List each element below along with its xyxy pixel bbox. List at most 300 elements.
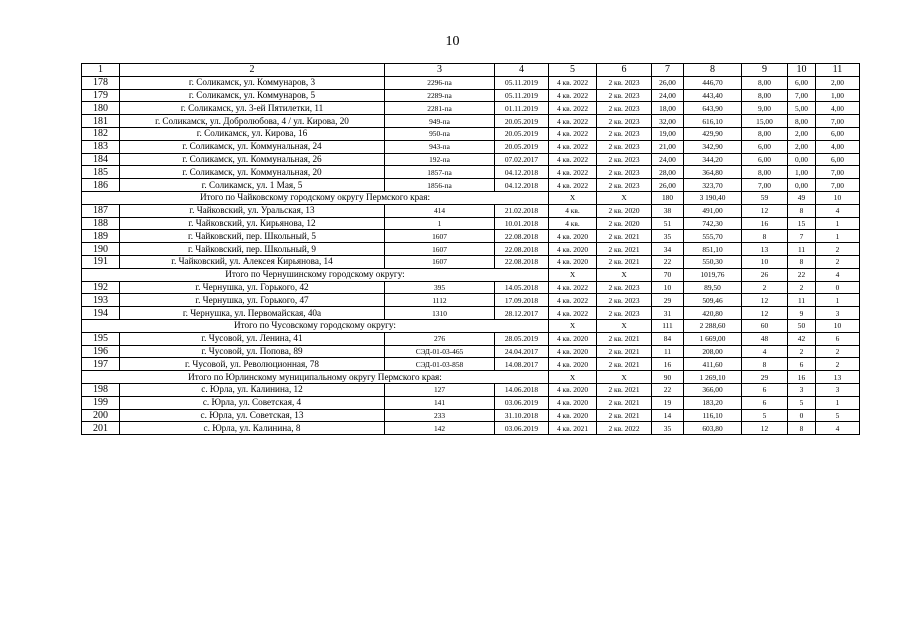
col9-cell: 12 xyxy=(742,422,788,435)
row-number-cell: 200 xyxy=(82,409,120,422)
col9-cell: 13 xyxy=(742,243,788,256)
header-cell: 4 xyxy=(495,64,549,77)
table-row xyxy=(82,422,860,435)
quarter-end-cell: 2 кв. 2022 xyxy=(597,422,652,435)
quarter-start-cell: X xyxy=(549,319,597,332)
document-number-cell: 276 xyxy=(385,332,495,345)
col11-cell: 3 xyxy=(816,383,860,396)
col8-cell: 443,40 xyxy=(684,89,742,102)
document-date-cell: 04.12.2018 xyxy=(495,179,549,192)
row-number-cell: 179 xyxy=(82,89,120,102)
row-number-cell: 178 xyxy=(82,76,120,89)
row-number-cell: 182 xyxy=(82,127,120,140)
document-number-cell: 1310 xyxy=(385,307,495,320)
quarter-end-cell: 2 кв. 2023 xyxy=(597,127,652,140)
document-number-cell: 1607 xyxy=(385,243,495,256)
col9-cell: 12 xyxy=(742,204,788,217)
col8-cell: 429,90 xyxy=(684,127,742,140)
address-cell: с. Юрла, ул. Калинина, 8 xyxy=(120,422,385,435)
table-row xyxy=(82,307,860,320)
col10-cell: 7,00 xyxy=(788,89,816,102)
quarter-start-cell: 4 кв. 2022 xyxy=(549,166,597,179)
row-number-cell: 184 xyxy=(82,153,120,166)
row-number-cell: 195 xyxy=(82,332,120,345)
row-number-cell: 186 xyxy=(82,179,120,192)
col7-cell: 24,00 xyxy=(652,153,684,166)
row-number-cell: 188 xyxy=(82,217,120,230)
address-cell: г. Соликамск, ул. Коммунаров, 5 xyxy=(120,89,385,102)
document-number-cell: 2289-па xyxy=(385,89,495,102)
col8-cell: 1 269,10 xyxy=(684,371,742,384)
col11-cell: 1 xyxy=(816,217,860,230)
address-cell: г. Чайковский, пер. Школьный, 5 xyxy=(120,230,385,243)
document-date-cell: 28.05.2019 xyxy=(495,332,549,345)
quarter-end-cell: 2 кв. 2023 xyxy=(597,294,652,307)
quarter-end-cell: X xyxy=(597,268,652,281)
subtotal-row xyxy=(82,371,860,384)
col9-cell: 8 xyxy=(742,230,788,243)
col10-cell: 3 xyxy=(788,383,816,396)
col7-cell: 28,00 xyxy=(652,166,684,179)
table-row xyxy=(82,76,860,89)
col10-cell: 2,00 xyxy=(788,127,816,140)
col10-cell: 9 xyxy=(788,307,816,320)
quarter-start-cell: 4 кв. 2022 xyxy=(549,153,597,166)
table-row xyxy=(82,332,860,345)
row-number-cell: 192 xyxy=(82,281,120,294)
quarter-end-cell: 2 кв. 2023 xyxy=(597,281,652,294)
col9-cell: 4 xyxy=(742,345,788,358)
col11-cell: 2 xyxy=(816,243,860,256)
col9-cell: 8,00 xyxy=(742,127,788,140)
quarter-start-cell: X xyxy=(549,191,597,204)
quarter-end-cell: 2 кв. 2021 xyxy=(597,255,652,268)
quarter-end-cell: 2 кв. 2021 xyxy=(597,332,652,345)
col11-cell: 13 xyxy=(816,371,860,384)
table-row xyxy=(82,102,860,115)
header-cell: 10 xyxy=(788,64,816,77)
col9-cell: 6 xyxy=(742,383,788,396)
col9-cell: 6 xyxy=(742,396,788,409)
quarter-end-cell: 2 кв. 2021 xyxy=(597,396,652,409)
table-row xyxy=(82,166,860,179)
address-cell: г. Чусовой, ул. Революционная, 78 xyxy=(120,358,385,371)
col10-cell: 8 xyxy=(788,422,816,435)
col10-cell: 8 xyxy=(788,255,816,268)
col8-cell: 420,80 xyxy=(684,307,742,320)
table-row xyxy=(82,255,860,268)
col10-cell: 42 xyxy=(788,332,816,345)
row-number-cell: 180 xyxy=(82,102,120,115)
table-row xyxy=(82,140,860,153)
col10-cell: 5 xyxy=(788,396,816,409)
col11-cell: 10 xyxy=(816,191,860,204)
table-row xyxy=(82,345,860,358)
row-number-cell: 187 xyxy=(82,204,120,217)
col7-cell: 26,00 xyxy=(652,76,684,89)
col7-cell: 14 xyxy=(652,409,684,422)
col7-cell: 24,00 xyxy=(652,89,684,102)
col10-cell: 49 xyxy=(788,191,816,204)
col11-cell: 7,00 xyxy=(816,179,860,192)
col8-cell: 323,70 xyxy=(684,179,742,192)
document-date-cell: 17.09.2018 xyxy=(495,294,549,307)
col10-cell: 6,00 xyxy=(788,76,816,89)
document-date-cell: 28.12.2017 xyxy=(495,307,549,320)
col10-cell: 2,00 xyxy=(788,140,816,153)
housing-table xyxy=(81,63,860,435)
quarter-start-cell: 4 кв. 2022 xyxy=(549,179,597,192)
col9-cell: 6,00 xyxy=(742,140,788,153)
col8-cell: 851,10 xyxy=(684,243,742,256)
header-cell: 2 xyxy=(120,64,385,77)
header-cell: 7 xyxy=(652,64,684,77)
col11-cell: 2 xyxy=(816,345,860,358)
subtotal-label: Итого по Чайковскому городскому округу Пермского края: xyxy=(82,191,549,204)
col10-cell: 8 xyxy=(788,204,816,217)
quarter-start-cell: X xyxy=(549,268,597,281)
quarter-start-cell: 4 кв. 2022 xyxy=(549,307,597,320)
document-number-cell: СЭД-01-03-465 xyxy=(385,345,495,358)
row-number-cell: 199 xyxy=(82,396,120,409)
table-row xyxy=(82,358,860,371)
col11-cell: 4,00 xyxy=(816,140,860,153)
col11-cell: 0 xyxy=(816,281,860,294)
quarter-end-cell: 2 кв. 2021 xyxy=(597,345,652,358)
document-date-cell: 21.02.2018 xyxy=(495,204,549,217)
col11-cell: 6 xyxy=(816,332,860,345)
col8-cell: 3 190,40 xyxy=(684,191,742,204)
address-cell: г. Соликамск, ул. Кирова, 16 xyxy=(120,127,385,140)
quarter-start-cell: 4 кв. 2022 xyxy=(549,140,597,153)
col11-cell: 2 xyxy=(816,255,860,268)
quarter-end-cell: 2 кв. 2023 xyxy=(597,76,652,89)
row-number-cell: 181 xyxy=(82,115,120,128)
quarter-start-cell: 4 кв. 2020 xyxy=(549,243,597,256)
quarter-end-cell: 2 кв. 2021 xyxy=(597,409,652,422)
col10-cell: 16 xyxy=(788,371,816,384)
document-date-cell: 05.11.2019 xyxy=(495,76,549,89)
address-cell: г. Чернушка, ул. Горького, 47 xyxy=(120,294,385,307)
col11-cell: 4 xyxy=(816,204,860,217)
col8-cell: 116,10 xyxy=(684,409,742,422)
row-number-cell: 196 xyxy=(82,345,120,358)
document-number-cell: 395 xyxy=(385,281,495,294)
row-number-cell: 189 xyxy=(82,230,120,243)
row-number-cell: 194 xyxy=(82,307,120,320)
document-number-cell: 1 xyxy=(385,217,495,230)
col9-cell: 8 xyxy=(742,358,788,371)
col7-cell: 51 xyxy=(652,217,684,230)
col9-cell: 59 xyxy=(742,191,788,204)
col8-cell: 208,00 xyxy=(684,345,742,358)
col8-cell: 550,30 xyxy=(684,255,742,268)
quarter-end-cell: X xyxy=(597,191,652,204)
quarter-start-cell: 4 кв. 2020 xyxy=(549,409,597,422)
col9-cell: 8,00 xyxy=(742,166,788,179)
col9-cell: 5 xyxy=(742,409,788,422)
document-date-cell: 20.05.2019 xyxy=(495,127,549,140)
address-cell: г. Соликамск, ул. Коммунаров, 3 xyxy=(120,76,385,89)
quarter-start-cell: 4 кв. 2022 xyxy=(549,76,597,89)
address-cell: г. Чайковский, ул. Уральская, 13 xyxy=(120,204,385,217)
address-cell: г. Соликамск, ул. Коммунальная, 24 xyxy=(120,140,385,153)
quarter-start-cell: 4 кв. 2022 xyxy=(549,115,597,128)
col7-cell: 90 xyxy=(652,371,684,384)
col11-cell: 4,00 xyxy=(816,102,860,115)
col10-cell: 1,00 xyxy=(788,166,816,179)
document-number-cell: 233 xyxy=(385,409,495,422)
col9-cell: 29 xyxy=(742,371,788,384)
col11-cell: 1 xyxy=(816,396,860,409)
subtotal-label: Итого по Чернушинскому городскому округу: xyxy=(82,268,549,281)
quarter-start-cell: 4 кв. 2020 xyxy=(549,230,597,243)
col11-cell: 6,00 xyxy=(816,127,860,140)
col8-cell: 366,00 xyxy=(684,383,742,396)
col9-cell: 12 xyxy=(742,307,788,320)
col8-cell: 509,46 xyxy=(684,294,742,307)
document-date-cell: 22.08.2018 xyxy=(495,255,549,268)
quarter-start-cell: 4 кв. 2020 xyxy=(549,383,597,396)
document-number-cell: 1857-па xyxy=(385,166,495,179)
quarter-start-cell: 4 кв. 2020 xyxy=(549,396,597,409)
address-cell: г. Чернушка, ул. Горького, 42 xyxy=(120,281,385,294)
document-number-cell: 2296-па xyxy=(385,76,495,89)
document-number-cell: 1112 xyxy=(385,294,495,307)
document-number-cell: 1607 xyxy=(385,255,495,268)
col10-cell: 0 xyxy=(788,409,816,422)
col9-cell: 9,00 xyxy=(742,102,788,115)
quarter-end-cell: 2 кв. 2020 xyxy=(597,204,652,217)
quarter-end-cell: 2 кв. 2021 xyxy=(597,383,652,396)
quarter-start-cell: 4 кв. 2020 xyxy=(549,358,597,371)
quarter-end-cell: 2 кв. 2021 xyxy=(597,230,652,243)
col7-cell: 38 xyxy=(652,204,684,217)
document-date-cell: 14.08.2017 xyxy=(495,358,549,371)
address-cell: с. Юрла, ул. Калинина, 12 xyxy=(120,383,385,396)
document-date-cell: 20.05.2019 xyxy=(495,115,549,128)
quarter-start-cell: 4 кв. 2022 xyxy=(549,294,597,307)
col11-cell: 10 xyxy=(816,319,860,332)
header-cell: 1 xyxy=(82,64,120,77)
document-date-cell: 14.06.2018 xyxy=(495,383,549,396)
col7-cell: 22 xyxy=(652,255,684,268)
document-number-cell: 943-па xyxy=(385,140,495,153)
document-number-cell: 2281-па xyxy=(385,102,495,115)
col9-cell: 16 xyxy=(742,217,788,230)
document-date-cell: 22.08.2018 xyxy=(495,230,549,243)
document-number-cell: СЭД-01-03-858 xyxy=(385,358,495,371)
table-row xyxy=(82,179,860,192)
col10-cell: 0,00 xyxy=(788,153,816,166)
quarter-start-cell: X xyxy=(549,371,597,384)
quarter-start-cell: 4 кв. 2022 xyxy=(549,102,597,115)
address-cell: г. Чусовой, ул. Попова, 89 xyxy=(120,345,385,358)
subtotal-row xyxy=(82,191,860,204)
col7-cell: 21,00 xyxy=(652,140,684,153)
quarter-end-cell: 2 кв. 2023 xyxy=(597,140,652,153)
col7-cell: 11 xyxy=(652,345,684,358)
address-cell: г. Соликамск, ул. 1 Мая, 5 xyxy=(120,179,385,192)
quarter-start-cell: 4 кв. 2021 xyxy=(549,422,597,435)
table-row xyxy=(82,243,860,256)
quarter-end-cell: 2 кв. 2023 xyxy=(597,115,652,128)
col11-cell: 1 xyxy=(816,294,860,307)
page-number: 10 xyxy=(445,34,460,49)
row-number-cell: 201 xyxy=(82,422,120,435)
document-date-cell: 03.06.2019 xyxy=(495,422,549,435)
table-row xyxy=(82,396,860,409)
address-cell: г. Чайковский, ул. Алексея Кирьянова, 14 xyxy=(120,255,385,268)
table-row xyxy=(82,127,860,140)
col10-cell: 7 xyxy=(788,230,816,243)
quarter-start-cell: 4 кв. 2020 xyxy=(549,345,597,358)
quarter-start-cell: 4 кв. 2020 xyxy=(549,255,597,268)
document-date-cell: 10.01.2018 xyxy=(495,217,549,230)
table-row xyxy=(82,383,860,396)
col11-cell: 7,00 xyxy=(816,166,860,179)
col7-cell: 31 xyxy=(652,307,684,320)
row-number-cell: 197 xyxy=(82,358,120,371)
document-date-cell: 31.10.2018 xyxy=(495,409,549,422)
row-number-cell: 185 xyxy=(82,166,120,179)
quarter-start-cell: 4 кв. 2022 xyxy=(549,127,597,140)
col10-cell: 22 xyxy=(788,268,816,281)
col8-cell: 603,80 xyxy=(684,422,742,435)
col9-cell: 8,00 xyxy=(742,76,788,89)
col8-cell: 342,90 xyxy=(684,140,742,153)
row-number-cell: 193 xyxy=(82,294,120,307)
col11-cell: 2,00 xyxy=(816,76,860,89)
col10-cell: 5,00 xyxy=(788,102,816,115)
col8-cell: 643,90 xyxy=(684,102,742,115)
address-cell: г. Чайковский, пер. Школьный, 9 xyxy=(120,243,385,256)
col7-cell: 70 xyxy=(652,268,684,281)
col9-cell: 2 xyxy=(742,281,788,294)
table-row xyxy=(82,230,860,243)
document-date-cell: 20.05.2019 xyxy=(495,140,549,153)
quarter-end-cell: 2 кв. 2023 xyxy=(597,102,652,115)
col9-cell: 10 xyxy=(742,255,788,268)
row-number-cell: 198 xyxy=(82,383,120,396)
quarter-end-cell: X xyxy=(597,319,652,332)
quarter-end-cell: 2 кв. 2021 xyxy=(597,358,652,371)
address-cell: г. Соликамск, ул. 3-ей Пятилетки, 11 xyxy=(120,102,385,115)
col7-cell: 180 xyxy=(652,191,684,204)
col8-cell: 183,20 xyxy=(684,396,742,409)
col8-cell: 89,50 xyxy=(684,281,742,294)
header-cell: 5 xyxy=(549,64,597,77)
quarter-start-cell: 4 кв. 2020 xyxy=(549,332,597,345)
col9-cell: 12 xyxy=(742,294,788,307)
address-cell: с. Юрла, ул. Советская, 13 xyxy=(120,409,385,422)
address-cell: с. Юрла, ул. Советская, 4 xyxy=(120,396,385,409)
quarter-start-cell: 4 кв. 2022 xyxy=(549,89,597,102)
subtotal-row xyxy=(82,319,860,332)
address-cell: г. Чернушка, ул. Первомайская, 40а xyxy=(120,307,385,320)
row-number-cell: 190 xyxy=(82,243,120,256)
col7-cell: 29 xyxy=(652,294,684,307)
col11-cell: 3 xyxy=(816,307,860,320)
subtotal-row xyxy=(82,268,860,281)
address-cell: г. Соликамск, ул. Добролюбова, 4 / ул. Кирова, 20 xyxy=(120,115,385,128)
col8-cell: 491,00 xyxy=(684,204,742,217)
col10-cell: 8,00 xyxy=(788,115,816,128)
document-number-cell: 192-па xyxy=(385,153,495,166)
col11-cell: 5 xyxy=(816,409,860,422)
quarter-start-cell: 4 кв. xyxy=(549,204,597,217)
col7-cell: 19,00 xyxy=(652,127,684,140)
table-row xyxy=(82,409,860,422)
quarter-end-cell: 2 кв. 2023 xyxy=(597,179,652,192)
col7-cell: 84 xyxy=(652,332,684,345)
col8-cell: 1 669,00 xyxy=(684,332,742,345)
col10-cell: 50 xyxy=(788,319,816,332)
col7-cell: 26,00 xyxy=(652,179,684,192)
row-number-cell: 191 xyxy=(82,255,120,268)
col11-cell: 1,00 xyxy=(816,89,860,102)
col8-cell: 344,20 xyxy=(684,153,742,166)
col8-cell: 364,80 xyxy=(684,166,742,179)
address-cell: г. Чайковский, ул. Кирьянова, 12 xyxy=(120,217,385,230)
table-row xyxy=(82,204,860,217)
document-number-cell: 127 xyxy=(385,383,495,396)
col10-cell: 0,00 xyxy=(788,179,816,192)
document-date-cell: 01.11.2019 xyxy=(495,102,549,115)
col11-cell: 4 xyxy=(816,422,860,435)
document-number-cell: 1607 xyxy=(385,230,495,243)
col8-cell: 1019,76 xyxy=(684,268,742,281)
col9-cell: 26 xyxy=(742,268,788,281)
table-row xyxy=(82,217,860,230)
address-cell: г. Чусовой, ул. Ленина, 41 xyxy=(120,332,385,345)
header-cell: 6 xyxy=(597,64,652,77)
col10-cell: 15 xyxy=(788,217,816,230)
col9-cell: 15,00 xyxy=(742,115,788,128)
col7-cell: 111 xyxy=(652,319,684,332)
subtotal-label: Итого по Чусовскому городскому округу: xyxy=(82,319,549,332)
table-row xyxy=(82,153,860,166)
quarter-end-cell: 2 кв. 2021 xyxy=(597,243,652,256)
col9-cell: 48 xyxy=(742,332,788,345)
quarter-start-cell: 4 кв. xyxy=(549,217,597,230)
table-header-row xyxy=(82,64,860,77)
col10-cell: 2 xyxy=(788,345,816,358)
address-cell: г. Соликамск, ул. Коммунальная, 20 xyxy=(120,166,385,179)
table-row xyxy=(82,294,860,307)
col8-cell: 411,60 xyxy=(684,358,742,371)
col9-cell: 6,00 xyxy=(742,153,788,166)
col8-cell: 742,30 xyxy=(684,217,742,230)
col11-cell: 4 xyxy=(816,268,860,281)
document-number-cell: 950-па xyxy=(385,127,495,140)
quarter-end-cell: 2 кв. 2023 xyxy=(597,307,652,320)
col7-cell: 19 xyxy=(652,396,684,409)
document-number-cell: 414 xyxy=(385,204,495,217)
col7-cell: 16 xyxy=(652,358,684,371)
col9-cell: 60 xyxy=(742,319,788,332)
col9-cell: 7,00 xyxy=(742,179,788,192)
table-row xyxy=(82,115,860,128)
quarter-end-cell: X xyxy=(597,371,652,384)
quarter-end-cell: 2 кв. 2020 xyxy=(597,217,652,230)
col7-cell: 35 xyxy=(652,230,684,243)
document-date-cell: 05.11.2019 xyxy=(495,89,549,102)
col11-cell: 7,00 xyxy=(816,115,860,128)
subtotal-label: Итого по Юрлинскому муниципальному округу Пермского края: xyxy=(82,371,549,384)
document-date-cell: 22.08.2018 xyxy=(495,243,549,256)
col9-cell: 8,00 xyxy=(742,89,788,102)
